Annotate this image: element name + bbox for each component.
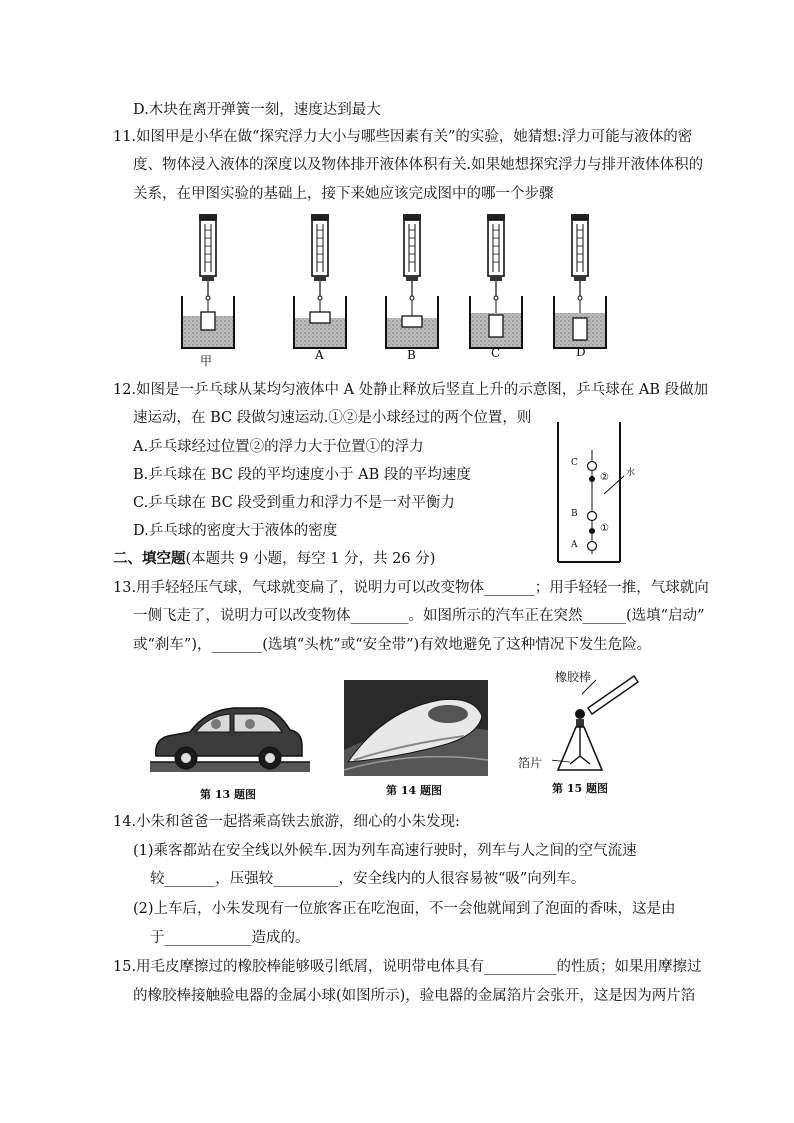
- q11-label-jia: 甲: [200, 354, 213, 368]
- q11-line-2: 度、物体浸入液体的深度以及物体排开液体体积有关.如果她想探究浮力与排开液体体积的: [133, 157, 704, 173]
- section-2-heading: [113, 549, 435, 569]
- q15-line-1: 15.用毛皮摩擦过的橡胶棒能够吸引纸屑，说明带电体具有__________的性质；如果用摩擦过: [113, 959, 702, 975]
- q15-electroscope-figure: [552, 672, 652, 782]
- q14-line-1: 14.小朱和爸爸一起搭乘高铁去旅游，细心的小朱发现:: [113, 814, 460, 830]
- q14-line-4: (2)上车后，小朱发现有一位旅客正在吃泡面，不一会他就闻到了泡面的香味，这是由: [133, 901, 676, 917]
- scale-a: [294, 214, 346, 348]
- figure-15-caption: 第 15 题图: [552, 782, 608, 795]
- q12-option-b: B.乒乓球在 BC 段的平均速度小于 AB 段的平均速度: [133, 467, 471, 483]
- q15-line-2: 的橡胶棒接触验电器的金属小球(如图所示)，验电器的金属箔片会张开，这是因为两片箔: [133, 988, 696, 1004]
- q11-line-3: 关系，在甲图实验的基础上，接下来她应该完成图中的哪一个步骤: [133, 186, 554, 202]
- q14-line-5: 于____________造成的。: [150, 930, 310, 946]
- q12-option-d: D.乒乓球的密度大于液体的密度: [133, 523, 338, 539]
- q14-line-2: (1)乘客都站在安全线以外候车.因为列车高速行驶时，列车与人之间的空气流速: [133, 843, 637, 859]
- q12-label-c: C: [571, 458, 578, 468]
- scale-c: [470, 214, 522, 348]
- q12-label-position-1: ①: [600, 523, 609, 534]
- rubber-rod-label: 橡胶棒: [555, 670, 592, 684]
- q12-label-a: A: [571, 540, 578, 550]
- scale-jia: [182, 214, 234, 348]
- q11-label-b: B: [407, 348, 416, 362]
- q13-line-1: 13.用手轻轻压气球，气球就变扁了，说明力可以改变物体_______；用手轻轻一推，气球就向: [113, 580, 709, 596]
- q14-line-3: 较_______，压强较_________，安全线内的人很容易被“吸”向列车。: [150, 871, 586, 887]
- q11-label-c: C: [491, 346, 501, 360]
- scale-d: [554, 214, 606, 348]
- q13-car-figure: [150, 696, 310, 778]
- q12-cylinder-figure: [548, 420, 628, 565]
- q11-label-d: D: [576, 345, 586, 359]
- q12-label-position-2: ②: [600, 472, 609, 483]
- q12-option-a: A.乒乓球经过位置②的浮力大于位置①的浮力: [133, 439, 424, 455]
- foil-label: 箔片: [518, 756, 543, 770]
- section-2-title: 二、填空题: [113, 550, 186, 567]
- q14-train-figure: [344, 680, 488, 776]
- q12-label-water: 水: [626, 468, 636, 478]
- q11-spring-scale-figure: [170, 212, 630, 368]
- q11-label-a: A: [315, 348, 324, 362]
- q13-line-2: 一侧飞走了，说明力可以改变物体________。如图所示的汽车正在突然______(选填“启动”: [133, 608, 705, 624]
- figure-13-caption: 第 13 题图: [200, 788, 256, 801]
- q12-option-c: C.乒乓球在 BC 段受到重力和浮力不是一对平衡力: [133, 495, 455, 511]
- q12-label-b: B: [571, 509, 578, 519]
- q12-line-1: 12.如图是一乒乓球从某均匀液体中 A 处静止释放后竖直上升的示意图，乒乓球在 AB 段做加: [113, 382, 709, 398]
- q10-option-d: D.木块在离开弹簧一刻，速度达到最大: [133, 102, 381, 118]
- q11-line-1: 11.如图甲是小华在做“探究浮力大小与哪些因素有关”的实验，她猜想:浮力可能与液体的密: [113, 129, 693, 145]
- section-2-note: (本题共 9 小题，每空 1 分，共 26 分): [185, 551, 436, 567]
- q13-line-3: 或“刹车”)，_______(选填“头枕”或“安全带”)有效地避免了这种情况下发生危险。: [133, 637, 652, 653]
- scale-b: [386, 214, 438, 348]
- q12-line-2: 速运动，在 BC 段做匀速运动.①②是小球经过的两个位置，则: [133, 410, 532, 426]
- figure-14-caption: 第 14 题图: [386, 784, 442, 797]
